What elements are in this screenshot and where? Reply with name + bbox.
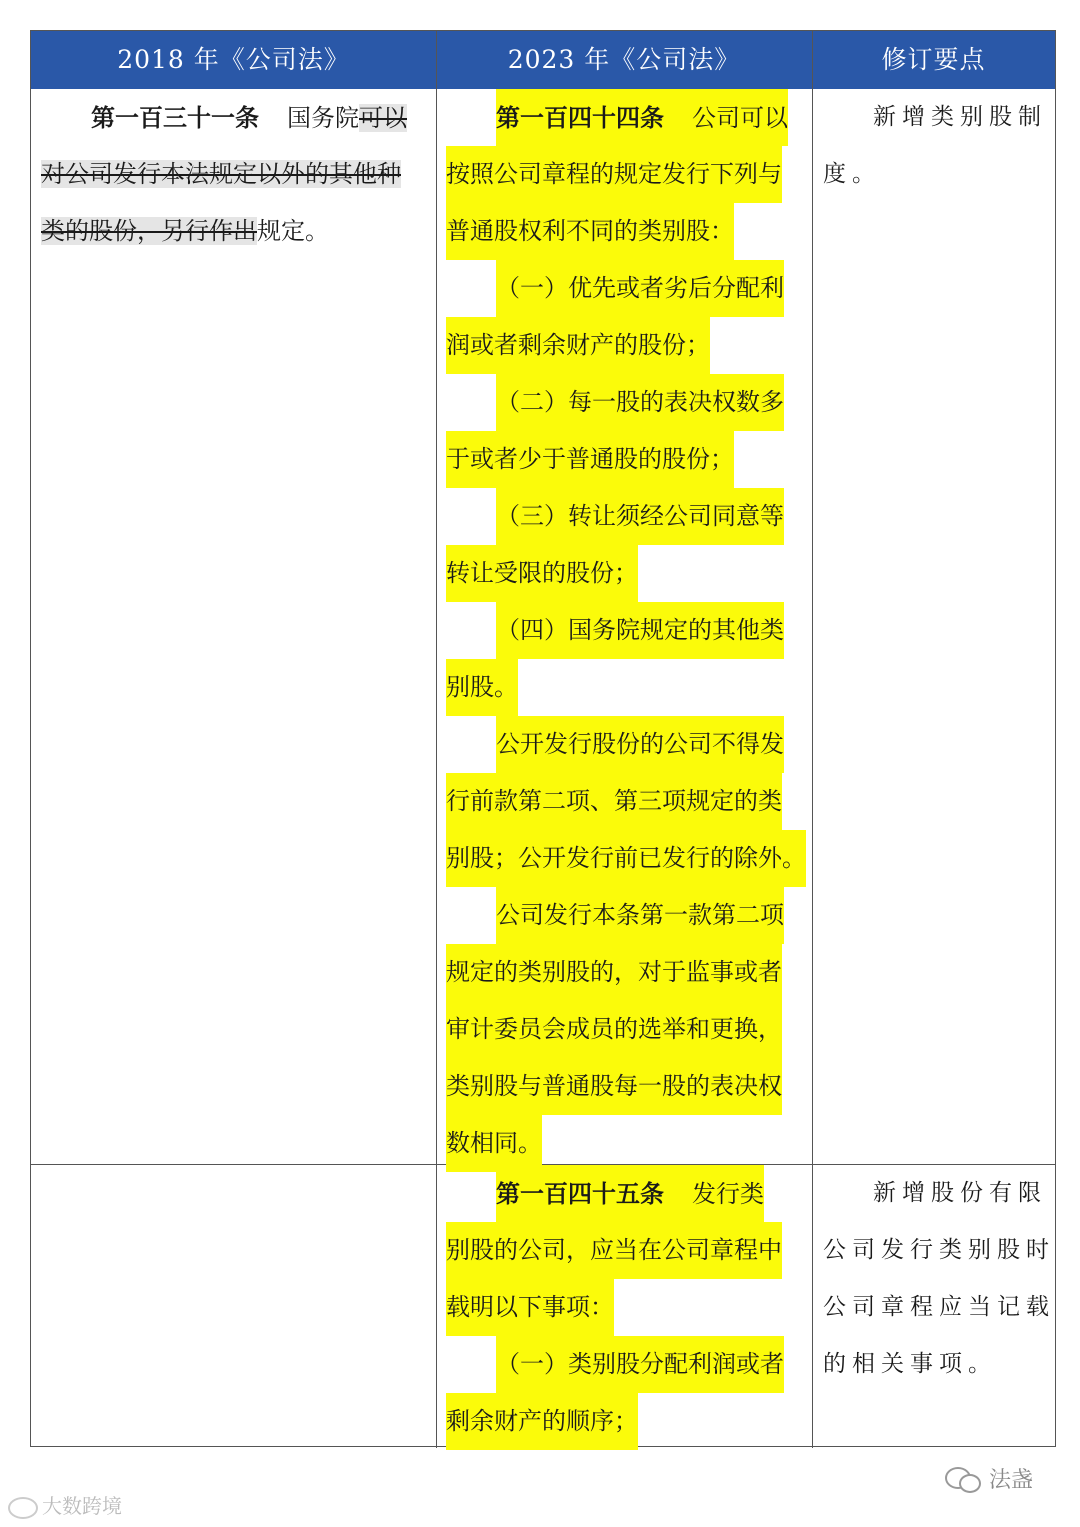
new-law-line: 行前款第二项、第三项规定的类 (446, 773, 782, 830)
old-text: 规定。 (257, 217, 329, 245)
comparison-table (30, 30, 1056, 1447)
note-line: 新增类别股制 (873, 104, 1047, 130)
new-law-line: （一）优先或者劣后分配利 (496, 260, 784, 317)
new-law-line: 载明以下事项： (446, 1279, 614, 1336)
deleted-text: 可以 (359, 104, 407, 132)
new-law-line: 别股。 (446, 659, 518, 716)
note-line: 的相关事项。 (823, 1351, 997, 1377)
old-text: 国务院 (287, 104, 359, 132)
new-law-line: 类别股与普通股每一股的表决权 (446, 1058, 782, 1115)
new-law-line: （二）每一股的表决权数多 (496, 374, 784, 431)
new-law-line: 公司发行本条第一款第二项 (496, 887, 784, 944)
old-law-line (91, 89, 407, 146)
header-2023: 2023 年《公司法》 (507, 45, 741, 74)
new-law-line (496, 1165, 764, 1222)
wechat-watermark (945, 1463, 1033, 1494)
new-law-line: 按照公司章程的规定发行下列与 (446, 146, 782, 203)
new-text: 发行类 (692, 1180, 764, 1208)
new-law-line: （一）类别股分配利润或者 (496, 1336, 784, 1393)
header-notes: 修订要点 (881, 45, 986, 74)
new-law-line: 公开发行股份的公司不得发 (496, 716, 784, 773)
new-law-line: 剩余财产的顺序； (446, 1393, 638, 1450)
new-law-line: 于或者少于普通股的股份； (446, 431, 734, 488)
old-law-line (41, 203, 329, 260)
note-line: 公司章程应当记载 (823, 1294, 1055, 1320)
source-watermark (8, 1490, 122, 1519)
note-line: 公司发行类别股时 (823, 1237, 1055, 1263)
new-law-line: 别股；公开发行前已发行的除外。 (446, 830, 806, 887)
column-divider (812, 31, 813, 1448)
new-law-line: 转让受限的股份； (446, 545, 638, 602)
new-law-line: （三）转让须经公司同意等 (496, 488, 784, 545)
new-law-line: 审计委员会成员的选举和更换， (446, 1001, 782, 1058)
old-article-number: 第一百三十一条 (91, 103, 259, 132)
column-divider (436, 31, 437, 1448)
old-law-line (41, 146, 401, 203)
note-line: 度。 (823, 161, 881, 187)
new-law-line: （四）国务院规定的其他类 (496, 602, 784, 659)
new-law-line: 润或者剩余财产的股份； (446, 317, 710, 374)
new-text: 公司可以 (692, 104, 788, 132)
new-article-number: 第一百四十五条 (496, 1179, 664, 1208)
note-line: 新增股份有限 (873, 1180, 1047, 1206)
new-law-line: 规定的类别股的，对于监事或者 (446, 944, 782, 1001)
logo-icon (8, 1497, 38, 1519)
header-2018: 2018 年《公司法》 (117, 45, 350, 74)
new-law-line: 数相同。 (446, 1115, 542, 1172)
wechat-icon (945, 1465, 983, 1493)
account-name: 法盏 (989, 1468, 1034, 1493)
table-header (31, 31, 1055, 89)
new-law-line: 普通股权利不同的类别股： (446, 203, 734, 260)
new-law-line: 别股的公司，应当在公司章程中 (446, 1222, 782, 1279)
new-article-number: 第一百四十四条 (496, 103, 664, 132)
deleted-text: 对公司发行本法规定以外的其他种 (41, 160, 401, 188)
new-law-line (496, 89, 788, 146)
new-law-cell (446, 89, 806, 1164)
deleted-text: 类的股份，另行作出 (41, 217, 257, 245)
new-law-cell (446, 1165, 806, 1448)
source-name: 大数跨境 (42, 1494, 122, 1518)
